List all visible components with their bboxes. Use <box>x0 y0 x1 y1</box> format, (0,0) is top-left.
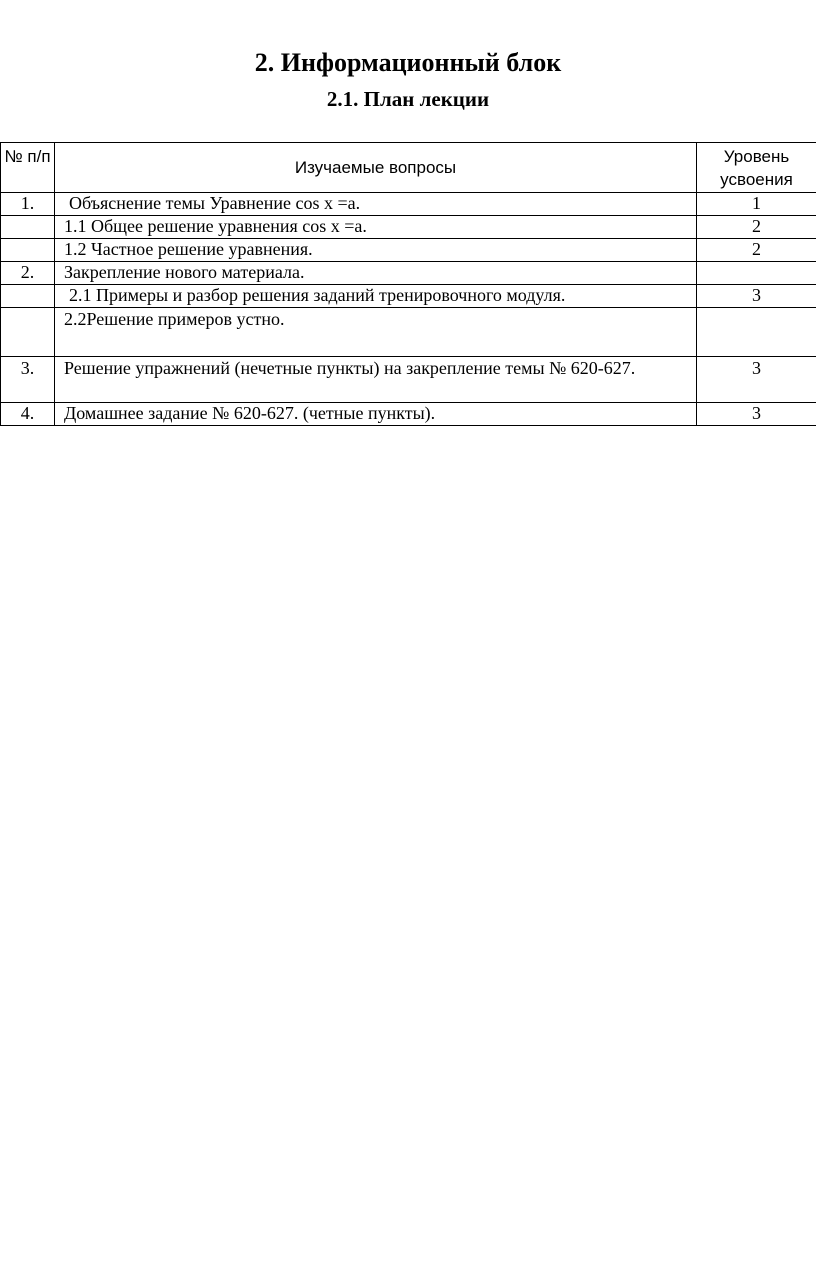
header-num: № п/п <box>1 143 55 193</box>
row-topic: 1.1 Общее решение уравнения cos x =a. <box>55 216 697 239</box>
row-topic: 2.1 Примеры и разбор решения заданий тренировочного модуля. <box>55 285 697 308</box>
row-level <box>697 308 816 357</box>
row-level: 1 <box>697 193 816 216</box>
table-row <box>1 262 816 285</box>
table-row <box>1 216 816 239</box>
row-num: 3. <box>1 357 55 403</box>
row-topic: Закрепление нового материала. <box>55 262 697 285</box>
table-row <box>1 403 816 426</box>
table-row <box>1 357 816 403</box>
row-topic: Объяснение темы Уравнение cos x =a. <box>55 193 697 216</box>
lecture-plan-table <box>0 142 816 426</box>
header-topic: Изучаемые вопросы <box>55 143 697 193</box>
row-level: 2 <box>697 239 816 262</box>
row-topic: Домашнее задание № 620-627. (четные пункты). <box>55 403 697 426</box>
row-level <box>697 262 816 285</box>
table-row <box>1 239 816 262</box>
row-num <box>1 239 55 262</box>
row-num <box>1 285 55 308</box>
section-heading: 2. Информационный блок <box>254 48 562 77</box>
row-num <box>1 308 55 357</box>
table-row <box>1 285 816 308</box>
table-header-row <box>1 143 816 193</box>
row-level: 2 <box>697 216 816 239</box>
row-level: 3 <box>697 357 816 403</box>
table-row <box>1 193 816 216</box>
row-num: 1. <box>1 193 55 216</box>
row-level: 3 <box>697 403 816 426</box>
section-subheading: 2.1. План лекции <box>326 87 490 111</box>
row-num <box>1 216 55 239</box>
row-num: 2. <box>1 262 55 285</box>
row-topic: Решение упражнений (нечетные пункты) на закрепление темы № 620-627. <box>55 357 697 403</box>
row-num: 4. <box>1 403 55 426</box>
row-topic: 2.2Решение примеров устно. <box>55 308 697 357</box>
header-level: Уровень усвоения <box>697 143 816 193</box>
row-topic: 1.2 Частное решение уравнения. <box>55 239 697 262</box>
row-level: 3 <box>697 285 816 308</box>
table-row <box>1 308 816 357</box>
